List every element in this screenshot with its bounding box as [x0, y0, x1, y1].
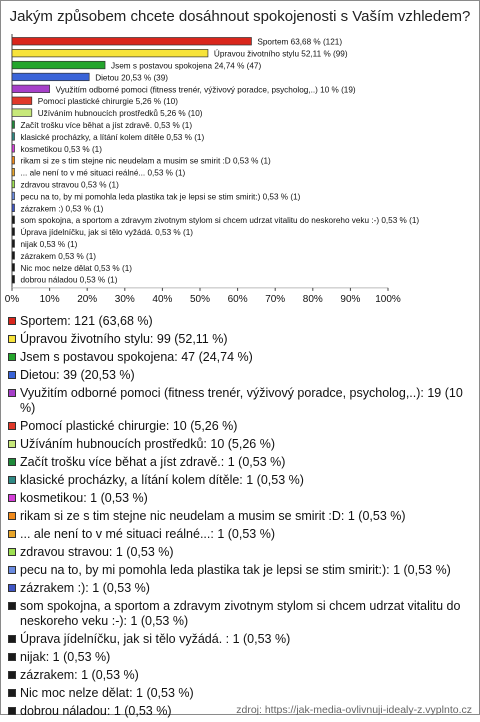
bar-label-4: Dietou 20,53 % (39) — [95, 73, 169, 83]
bar-11 — [12, 157, 15, 165]
bar-label-17: Úprava jídelníčku, jak si tělo vyžádá. 0,53 % (1) — [20, 228, 193, 238]
bar-label-20: Nic moc nelze dělat 0,53 % (1) — [20, 263, 132, 273]
legend-label-2: Úpravou životního stylu: 99 (52,11 %) — [20, 332, 228, 346]
bar-16 — [12, 216, 15, 224]
bar-label-16: som spokojna, a sportom a zdravym zivotnym stylom si chcem udrzat vitalitu do neskoreho veku :-) 0,53 % (1) — [20, 216, 420, 226]
legend-swatch-19 — [8, 671, 16, 679]
x-tick-label-3: 30% — [114, 293, 135, 305]
legend-swatch-10 — [8, 494, 16, 502]
legend-item-8 — [8, 455, 470, 470]
bar-label-15: zázrakem :) 0,53 % (1) — [20, 204, 104, 214]
legend-label-21: dobrou náladou: 1 (0,53 %) — [20, 704, 172, 718]
legend-item-1 — [8, 314, 470, 329]
legend-swatch-13 — [8, 548, 16, 556]
legend-label-10: kosmetikou: 1 (0,53 %) — [20, 491, 148, 505]
bar-chart-plot — [4, 32, 480, 312]
bar-3 — [12, 61, 105, 69]
legend-swatch-17 — [8, 635, 16, 643]
x-tick-label-10: 100% — [375, 293, 401, 305]
legend-swatch-1 — [8, 317, 16, 325]
x-tick-label-0: 0% — [4, 293, 20, 305]
x-tick-label-5: 50% — [189, 293, 211, 305]
bar-13 — [12, 180, 15, 188]
legend-label-9: klasické procházky, a lítání kolem dítěle: 1 (0,53 %) — [20, 473, 304, 487]
legend-swatch-8 — [8, 458, 16, 466]
bar-15 — [12, 204, 15, 212]
legend-label-15: zázrakem :): 1 (0,53 %) — [20, 581, 150, 595]
legend-item-3 — [8, 350, 470, 365]
bar-7 — [12, 109, 32, 117]
bar-8 — [12, 121, 15, 129]
bar-label-7: Užíváním hubnoucích prostředků 5,26 % (10) — [37, 109, 203, 119]
x-tick-label-8: 80% — [302, 293, 323, 305]
legend-swatch-12 — [8, 530, 16, 538]
legend-item-5 — [8, 386, 470, 416]
legend-item-18 — [8, 650, 470, 665]
legend-item-17 — [8, 632, 470, 647]
legend-swatch-7 — [8, 440, 16, 448]
bar-14 — [12, 192, 15, 200]
bar-label-2: Úpravou životního stylu 52,11 % (99) — [213, 49, 348, 59]
legend-item-12 — [8, 527, 470, 542]
chart-legend — [8, 314, 470, 722]
legend-swatch-21 — [8, 707, 16, 715]
legend-swatch-9 — [8, 476, 16, 484]
legend-item-15 — [8, 581, 470, 596]
bar-4 — [12, 73, 89, 81]
legend-label-5: Využitím odborné pomoci (fitness trenér, výživový poradce, psycholog,..): 19 (10 %) — [20, 386, 463, 415]
legend-label-16: som spokojna, a sportom a zdravym zivotnym stylom si chcem udrzat vitalitu do neskoreho veku :-): 1 (0,53 %) — [20, 599, 461, 628]
bar-label-5: Využitím odborné pomoci (fitness trenér, výživový poradce, psycholog,..) 10 % (19) — [55, 85, 356, 95]
bar-label-9: klasické procházky, a lítání kolem dítěle 0,53 % (1) — [20, 132, 205, 142]
legend-swatch-18 — [8, 653, 16, 661]
bar-10 — [12, 145, 15, 153]
legend-item-11 — [8, 509, 470, 524]
legend-swatch-16 — [8, 602, 16, 610]
bar-21 — [12, 276, 15, 284]
legend-item-6 — [8, 419, 470, 434]
bar-label-10: kosmetikou 0,53 % (1) — [20, 144, 102, 154]
bar-label-21: dobrou náladou 0,53 % (1) — [20, 275, 118, 285]
bar-label-1: Sportem 63,68 % (121) — [257, 37, 343, 47]
legend-swatch-11 — [8, 512, 16, 520]
bar-label-8: Začít trošku více běhat a jíst zdravě. 0,53 % (1) — [20, 121, 193, 130]
legend-swatch-5 — [8, 389, 16, 397]
legend-swatch-3 — [8, 353, 16, 361]
legend-label-6: Pomocí plastické chirurgie: 10 (5,26 %) — [20, 419, 238, 433]
chart-title: Jakým způsobem chcete dosáhnout spokojenosti s Vaším vzhledem? — [9, 8, 471, 25]
legend-label-20: Nic moc nelze dělat: 1 (0,53 %) — [20, 686, 194, 700]
bar-1 — [12, 38, 251, 46]
legend-label-17: Úprava jídelníčku, jak si tělo vyžádá. : 1 (0,53 %) — [20, 632, 291, 646]
legend-item-10 — [8, 491, 470, 506]
x-tick-label-2: 20% — [77, 293, 98, 305]
bar-label-14: pecu na to, by mi pomohla leda plastika tak je lepsi se stim smirit:) 0,53 % (1) — [20, 192, 301, 202]
legend-swatch-20 — [8, 689, 16, 697]
bar-2 — [12, 49, 208, 57]
legend-item-7 — [8, 437, 470, 452]
legend-label-7: Užíváním hubnoucích prostředků: 10 (5,26 %) — [20, 437, 275, 451]
legend-label-19: zázrakem: 1 (0,53 %) — [20, 668, 139, 682]
bar-12 — [12, 168, 15, 176]
bar-label-6: Pomocí plastické chirurgie 5,26 % (10) — [37, 97, 178, 107]
legend-swatch-4 — [8, 371, 16, 379]
legend-label-1: Sportem: 121 (63,68 %) — [20, 314, 153, 328]
legend-item-9 — [8, 473, 470, 488]
legend-item-13 — [8, 545, 470, 560]
legend-swatch-2 — [8, 335, 16, 343]
bar-6 — [12, 97, 32, 105]
bar-label-11: rikam si ze s tim stejne nic neudelam a musim se smirit :D 0,53 % (1) — [20, 156, 271, 166]
bar-17 — [12, 228, 15, 236]
legend-label-14: pecu na to, by mi pomohla leda plastika tak je lepsi se stim smirit:): 1 (0,53 %) — [20, 563, 451, 577]
bar-20 — [12, 264, 15, 272]
legend-item-20 — [8, 686, 470, 701]
legend-label-12: ... ale není to v mé situaci reálné...: 1 (0,53 %) — [20, 527, 275, 541]
legend-label-18: nijak: 1 (0,53 %) — [20, 650, 111, 664]
legend-label-4: Dietou: 39 (20,53 %) — [20, 368, 135, 382]
legend-label-13: zdravou stravou: 1 (0,53 %) — [20, 545, 174, 559]
x-tick-label-4: 40% — [152, 293, 173, 305]
legend-label-11: rikam si ze s tim stejne nic neudelam a musim se smirit :D: 1 (0,53 %) — [20, 509, 406, 523]
legend-swatch-15 — [8, 584, 16, 592]
bar-label-19: zázrakem 0,53 % (1) — [20, 251, 97, 261]
legend-item-2 — [8, 332, 470, 347]
legend-item-4 — [8, 368, 470, 383]
bar-label-3: Jsem s postavou spokojena 24,74 % (47) — [111, 61, 262, 71]
bar-5 — [12, 85, 50, 93]
x-tick-label-9: 90% — [340, 293, 361, 305]
bar-9 — [12, 133, 15, 141]
legend-label-8: Začít trošku více běhat a jíst zdravě.: 1 (0,53 %) — [20, 455, 286, 469]
legend-swatch-14 — [8, 566, 16, 574]
legend-swatch-6 — [8, 422, 16, 430]
legend-item-16 — [8, 599, 470, 629]
bar-19 — [12, 252, 15, 260]
legend-label-3: Jsem s postavou spokojena: 47 (24,74 %) — [20, 350, 253, 364]
legend-item-14 — [8, 563, 470, 578]
legend-item-19 — [8, 668, 470, 683]
bar-18 — [12, 240, 15, 248]
bar-label-18: nijak 0,53 % (1) — [20, 240, 78, 249]
source-footer: zdroj: https://jak-media-ovlivnuji-idealy-z.vyplnto.cz — [236, 704, 472, 716]
bar-label-12: ... ale není to v mé situaci reálné... 0,53 % (1) — [20, 168, 186, 178]
x-tick-label-7: 70% — [265, 293, 286, 305]
x-tick-label-1: 10% — [39, 293, 60, 305]
bar-label-13: zdravou stravou 0,53 % (1) — [20, 180, 119, 190]
x-tick-label-6: 60% — [227, 293, 248, 305]
